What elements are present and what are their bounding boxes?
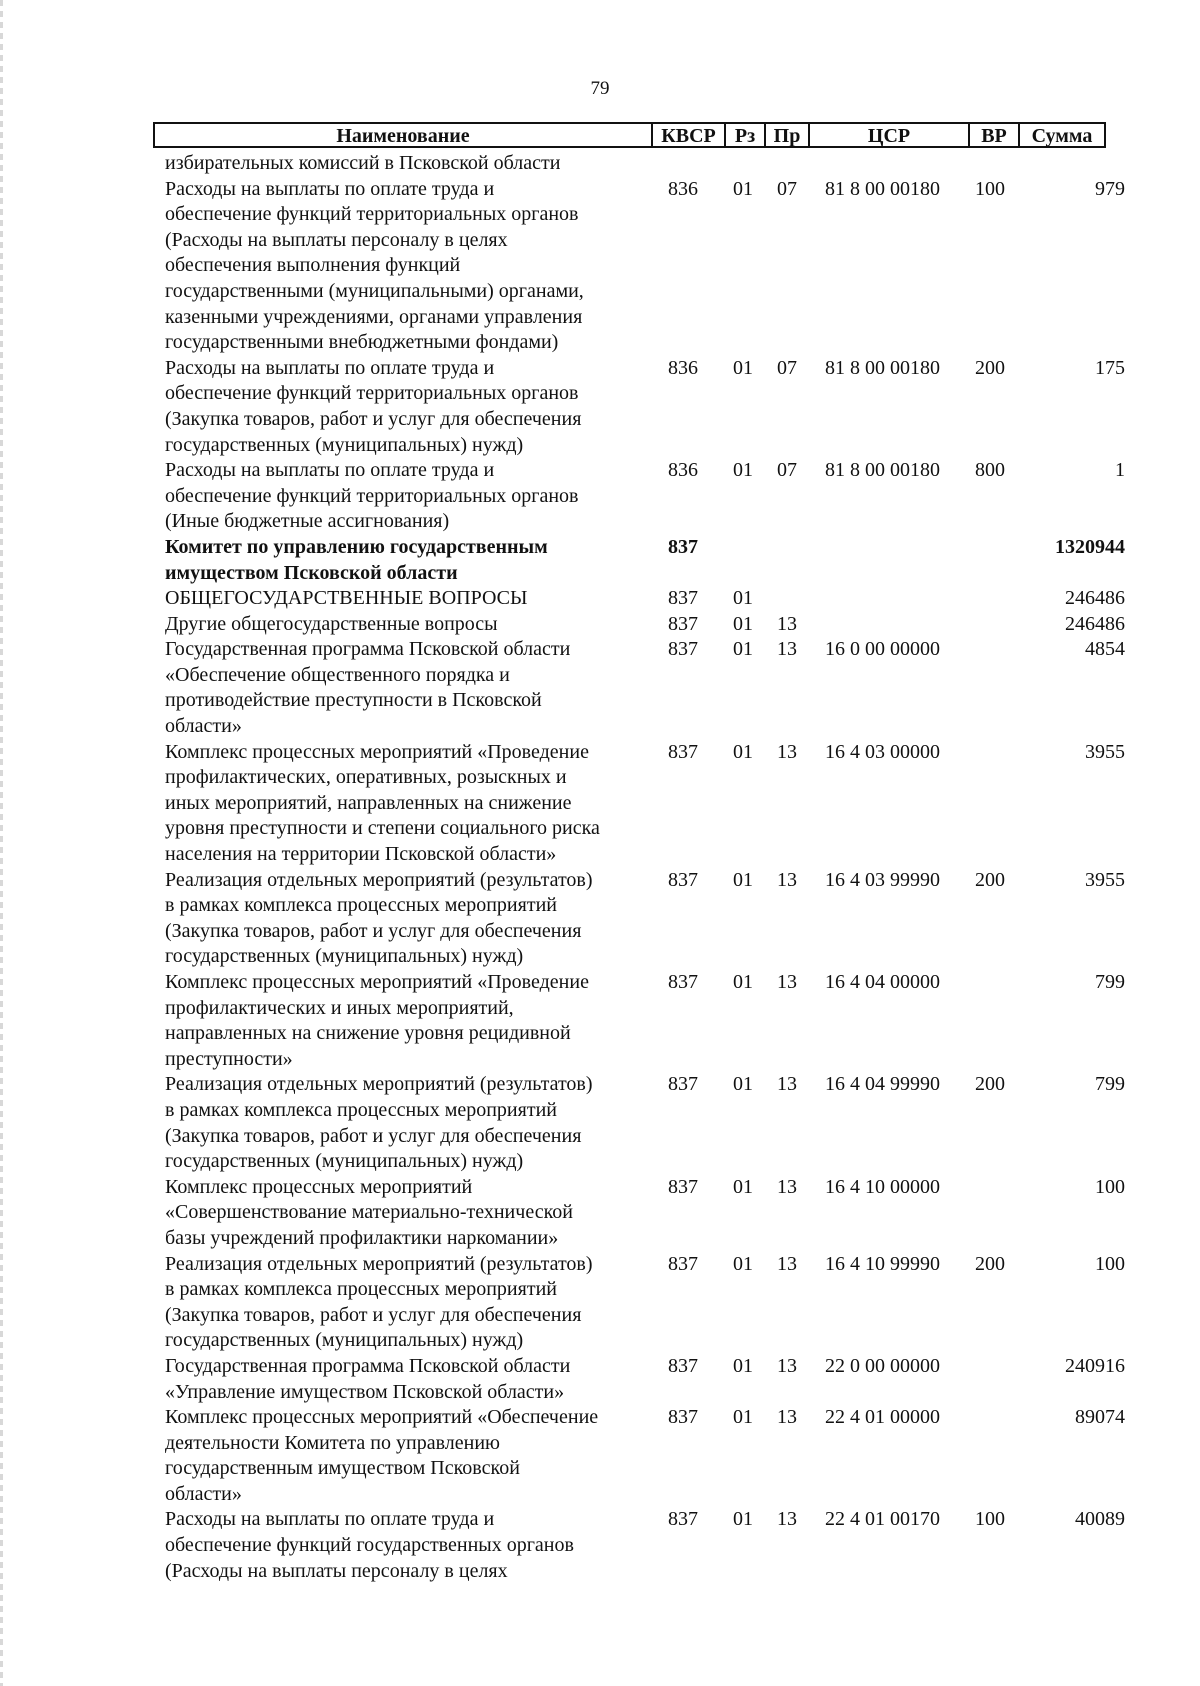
cell-kvsr: 837 [668, 638, 698, 661]
header-rz: Рз [726, 124, 766, 146]
cell-name-line: государственными (муниципальными) органами, [165, 279, 584, 302]
cell-name [165, 458, 650, 535]
cell-name-line: казенными учреждениями, органами управления [165, 305, 583, 328]
cell-pr: 07 [777, 459, 797, 482]
cell-name [165, 151, 650, 177]
cell-rz: 01 [733, 587, 753, 610]
cell-kvsr: 837 [668, 1252, 698, 1275]
cell-name-line: (Расходы на выплаты персоналу в целях [165, 1559, 508, 1582]
cell-sum: 3955 [1085, 868, 1125, 891]
cell-name-line: имуществом Псковской области [165, 561, 458, 584]
table-row [0, 458, 1200, 535]
table-row [0, 970, 1200, 1072]
cell-name-line: (Закупка товаров, работ и услуг для обеспечения [165, 407, 582, 430]
cell-csr: 81 8 00 00180 [825, 177, 940, 200]
cell-rz: 01 [733, 868, 753, 891]
cell-vr: 200 [975, 868, 1005, 891]
cell-pr: 13 [777, 612, 797, 635]
table-row [0, 1507, 1200, 1584]
cell-name-line: государственных (муниципальных) нужд) [165, 945, 524, 968]
cell-name-line: в рамках комплекса процессных мероприятий [165, 1098, 557, 1121]
cell-name-line: в рамках комплекса процессных мероприятий [165, 894, 557, 917]
cell-rz: 01 [733, 1175, 753, 1198]
header-csr: ЦСР [810, 124, 970, 146]
cell-pr: 13 [777, 971, 797, 993]
cell-name-line: профилактических и иных мероприятий, [165, 996, 514, 1019]
cell-name-line: Комитет по управлению государственным [165, 535, 548, 558]
cell-kvsr: 836 [668, 459, 698, 482]
cell-name [165, 535, 650, 586]
cell-rz: 01 [733, 740, 753, 763]
cell-name-line: Комплекс процессных мероприятий «Проведение [165, 740, 589, 763]
cell-csr: 16 0 00 00000 [825, 638, 940, 661]
cell-name-line: Реализация отдельных мероприятий (результатов) [165, 1252, 593, 1275]
cell-name-line: государственным имуществом Псковской [165, 1457, 520, 1480]
cell-rz: 01 [733, 1354, 753, 1377]
cell-csr: 22 4 01 00170 [825, 1508, 940, 1531]
cell-name-line: обеспечение функций территориальных органов [165, 382, 579, 405]
cell-rz: 01 [733, 1073, 753, 1096]
header-pr: Пр [766, 124, 810, 146]
cell-pr: 07 [777, 177, 797, 200]
cell-sum: 979 [1095, 177, 1125, 200]
header-sum: Сумма [1031, 125, 1093, 147]
cell-sum: 1320944 [1055, 535, 1125, 558]
cell-sum: 175 [1095, 356, 1125, 379]
header-kvsr: КВСР [653, 124, 726, 146]
cell-pr: 13 [777, 1073, 797, 1096]
cell-rz: 01 [733, 971, 753, 993]
table-row [0, 535, 1200, 586]
cell-name-line: Расходы на выплаты по оплате труда и [165, 356, 495, 379]
cell-kvsr: 837 [668, 587, 698, 610]
cell-sum: 240916 [1065, 1354, 1125, 1377]
cell-sum: 1 [1115, 459, 1125, 482]
cell-pr: 13 [777, 1406, 797, 1429]
cell-sum: 3955 [1085, 740, 1125, 763]
cell-rz: 01 [733, 612, 753, 635]
cell-csr: 16 4 03 00000 [825, 740, 940, 763]
cell-name-line: области» [165, 715, 242, 738]
cell-pr: 13 [777, 1175, 797, 1198]
cell-pr: 13 [777, 1354, 797, 1377]
cell-name-line: Реализация отдельных мероприятий (результатов) [165, 1073, 593, 1096]
cell-sum: 246486 [1065, 612, 1125, 635]
page-number: 79 [590, 78, 610, 99]
cell-vr: 100 [975, 1508, 1005, 1531]
cell-name-line: Государственная программа Псковской области [165, 638, 571, 661]
cell-name-line: Расходы на выплаты по оплате труда и [165, 1508, 495, 1531]
cell-pr: 13 [777, 638, 797, 661]
cell-name [165, 637, 650, 739]
cell-name-line: (Закупка товаров, работ и услуг для обеспечения [165, 919, 582, 942]
cell-name [165, 1507, 650, 1584]
cell-name-line: Государственная программа Псковской области [165, 1354, 571, 1377]
table-row [0, 1405, 1200, 1507]
cell-sum: 246486 [1065, 587, 1125, 610]
cell-vr: 200 [975, 356, 1005, 379]
table-header [153, 122, 1106, 148]
cell-name-line: «Совершенствование материально-технической [165, 1201, 573, 1224]
cell-kvsr: 837 [668, 971, 698, 993]
cell-name-line: базы учреждений профилактики наркомании» [165, 1226, 559, 1249]
table-row [0, 1175, 1200, 1252]
cell-name [165, 1405, 650, 1507]
cell-name-line: Реализация отдельных мероприятий (результатов) [165, 868, 593, 891]
cell-name-line: преступности» [165, 1047, 293, 1070]
table-row [0, 612, 1200, 638]
cell-name-line: государственных (муниципальных) нужд) [165, 1150, 524, 1173]
cell-name-line: Комплекс процессных мероприятий «Обеспечение [165, 1406, 599, 1429]
cell-rz: 01 [733, 459, 753, 482]
cell-name-line: Комплекс процессных мероприятий «Проведение [165, 971, 589, 993]
cell-pr: 07 [777, 356, 797, 379]
cell-csr: 81 8 00 00180 [825, 356, 940, 379]
cell-pr: 13 [777, 1508, 797, 1531]
table-row [0, 868, 1200, 970]
cell-name [165, 177, 650, 356]
cell-kvsr: 837 [668, 1406, 698, 1429]
table-row [0, 740, 1200, 868]
cell-name-line: (Расходы на выплаты персоналу в целях [165, 228, 508, 251]
cell-rz: 01 [733, 1252, 753, 1275]
cell-name-line: противодействие преступности в Псковской [165, 689, 542, 712]
cell-name-line: «Обеспечение общественного порядка и [165, 663, 510, 686]
cell-sum: 4854 [1085, 638, 1125, 661]
cell-name-line: иных мероприятий, направленных на снижение [165, 791, 572, 814]
cell-name-line: государственных (муниципальных) нужд) [165, 1329, 524, 1352]
cell-name-line: области» [165, 1482, 242, 1505]
cell-name-line: профилактических, оперативных, розыскных и [165, 766, 567, 789]
cell-name [165, 868, 650, 970]
cell-name-line: «Управление имуществом Псковской области» [165, 1380, 565, 1403]
cell-pr: 13 [777, 868, 797, 891]
cell-name [165, 970, 650, 1072]
cell-sum: 40089 [1075, 1508, 1125, 1531]
table-row [0, 177, 1200, 356]
cell-name [165, 1354, 650, 1405]
cell-name-line: Другие общегосударственные вопросы [165, 612, 498, 635]
table-row [0, 1354, 1200, 1405]
cell-sum: 799 [1095, 1073, 1125, 1096]
cell-csr: 81 8 00 00180 [825, 459, 940, 482]
cell-name-line: ОБЩЕГОСУДАРСТВЕННЫЕ ВОПРОСЫ [165, 587, 528, 610]
cell-kvsr: 836 [668, 356, 698, 379]
cell-name-line: (Иные бюджетные ассигнования) [165, 510, 450, 533]
cell-name-line: (Закупка товаров, работ и услуг для обеспечения [165, 1303, 582, 1326]
cell-vr: 800 [975, 459, 1005, 482]
cell-name [165, 356, 650, 458]
cell-kvsr: 837 [668, 1175, 698, 1198]
cell-vr: 200 [975, 1073, 1005, 1096]
cell-csr: 16 4 04 99990 [825, 1073, 940, 1096]
cell-name-line: избирательных комиссий в Псковской области [165, 152, 561, 174]
cell-kvsr: 837 [668, 868, 698, 891]
header-name: Наименование [155, 124, 653, 146]
cell-pr: 13 [777, 1252, 797, 1275]
cell-name-line: деятельности Комитета по управлению [165, 1431, 500, 1454]
table-row [0, 356, 1200, 458]
cell-name-line: обеспечение функций территориальных органов [165, 203, 579, 226]
header-vr: ВР [970, 124, 1020, 146]
cell-name [165, 586, 650, 612]
cell-name-line: Комплекс процессных мероприятий [165, 1175, 473, 1198]
cell-kvsr: 837 [668, 1354, 698, 1377]
table-row [0, 1252, 1200, 1354]
cell-name-line: обеспечение функций государственных органов [165, 1534, 574, 1557]
cell-kvsr: 837 [668, 535, 698, 558]
cell-vr: 100 [975, 177, 1005, 200]
cell-name [165, 612, 650, 638]
cell-csr: 16 4 03 99990 [825, 868, 940, 891]
table-row [0, 637, 1200, 739]
cell-name-line: (Закупка товаров, работ и услуг для обеспечения [165, 1124, 582, 1147]
cell-rz: 01 [733, 177, 753, 200]
cell-name-line: в рамках комплекса процессных мероприятий [165, 1278, 557, 1301]
cell-rz: 01 [733, 638, 753, 661]
cell-csr: 16 4 04 00000 [825, 971, 940, 993]
cell-sum: 89074 [1075, 1406, 1125, 1429]
cell-vr: 200 [975, 1252, 1005, 1275]
cell-sum: 799 [1095, 971, 1125, 993]
cell-name-line: направленных на снижение уровня рецидивной [165, 1022, 571, 1045]
table-body [0, 151, 1200, 1584]
cell-csr: 16 4 10 00000 [825, 1175, 940, 1198]
cell-name-line: обеспечение функций территориальных органов [165, 484, 579, 507]
cell-name [165, 740, 650, 868]
table-row [0, 151, 1200, 177]
cell-name [165, 1072, 650, 1174]
cell-name [165, 1175, 650, 1252]
cell-pr: 13 [777, 740, 797, 763]
cell-csr: 22 0 00 00000 [825, 1354, 940, 1377]
cell-csr: 22 4 01 00000 [825, 1406, 940, 1429]
cell-kvsr: 836 [668, 177, 698, 200]
cell-name-line: государственных (муниципальных) нужд) [165, 433, 524, 456]
cell-kvsr: 837 [668, 1073, 698, 1096]
cell-rz: 01 [733, 1406, 753, 1429]
cell-name-line: государственными внебюджетными фондами) [165, 331, 559, 354]
table-row [0, 586, 1200, 612]
cell-name-line: обеспечения выполнения функций [165, 254, 461, 277]
cell-sum: 100 [1095, 1252, 1125, 1275]
cell-name-line: Расходы на выплаты по оплате труда и [165, 177, 495, 200]
cell-name-line: уровня преступности и степени социального риска [165, 817, 600, 840]
cell-rz: 01 [733, 356, 753, 379]
cell-kvsr: 837 [668, 1508, 698, 1531]
cell-name-line: Расходы на выплаты по оплате труда и [165, 459, 495, 482]
cell-csr: 16 4 10 99990 [825, 1252, 940, 1275]
table-row [0, 1072, 1200, 1174]
cell-sum: 100 [1095, 1175, 1125, 1198]
cell-name-line: населения на территории Псковской области» [165, 843, 557, 866]
cell-kvsr: 837 [668, 740, 698, 763]
cell-rz: 01 [733, 1508, 753, 1531]
cell-name [165, 1252, 650, 1354]
cell-kvsr: 837 [668, 612, 698, 635]
